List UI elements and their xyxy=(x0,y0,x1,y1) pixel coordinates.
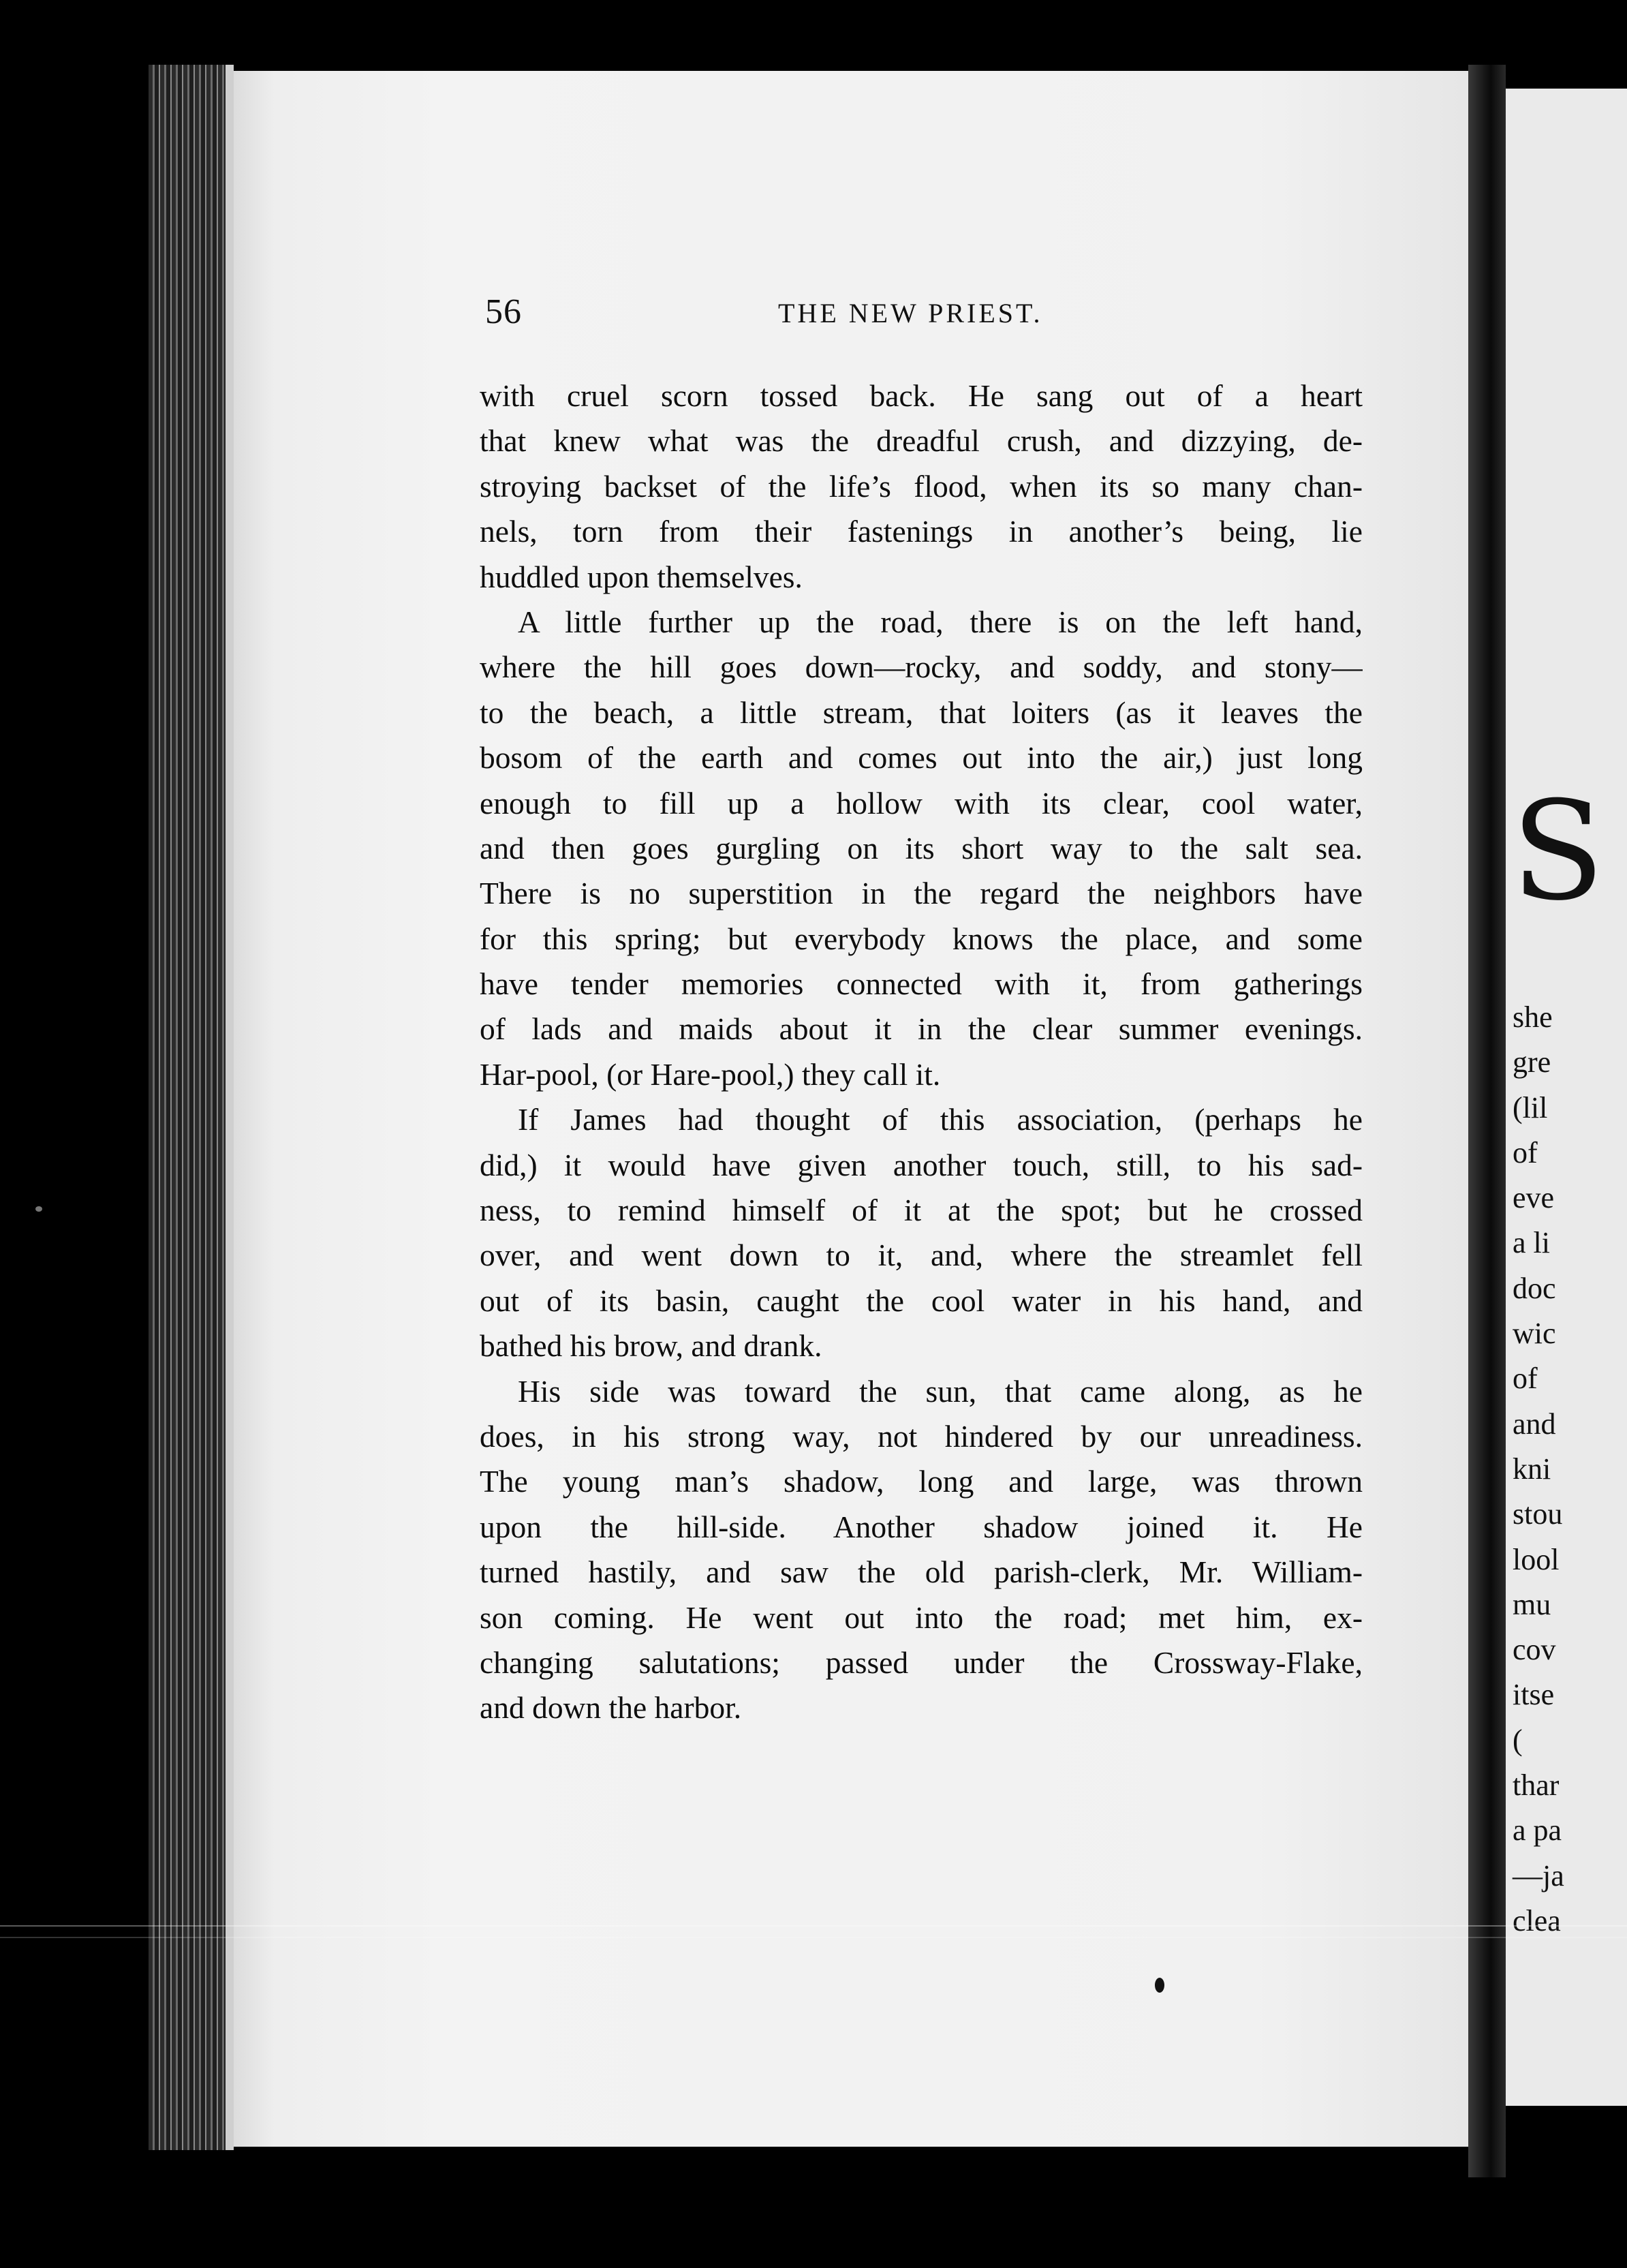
facing-page xyxy=(1506,89,1627,2106)
text-line: bathed his brow, and drank. xyxy=(480,1328,822,1364)
text-line: over, and went down to it, and, where the streamlet fell xyxy=(480,1238,1363,1273)
text-line: nels, torn from their fastenings in another’s being, lie xyxy=(480,514,1363,549)
facing-page-fragments xyxy=(1513,995,1564,1944)
text-line: and down the harbor. xyxy=(480,1690,742,1726)
facing-page-line-fragment: and xyxy=(1513,1407,1556,1441)
scan-artifact-line xyxy=(0,1925,1627,1927)
facing-page-line-fragment: cov xyxy=(1513,1633,1556,1667)
facing-page-line-fragment: kni xyxy=(1513,1452,1551,1486)
facing-page-line-fragment: clea xyxy=(1513,1903,1561,1937)
facing-page-line-fragment: lool xyxy=(1513,1542,1560,1576)
running-title: THE NEW PRIEST. xyxy=(778,298,1043,328)
ink-spot xyxy=(1155,1978,1164,1993)
text-line: There is no superstition in the regard the neighbors have xyxy=(480,876,1363,911)
facing-page-line-fragment: doc xyxy=(1513,1271,1556,1305)
text-line: with cruel scorn tossed back. He sang out of a heart xyxy=(480,378,1363,413)
text-line: where the hill goes down—rocky, and soddy, and stony— xyxy=(480,649,1363,685)
book-page-edges xyxy=(149,65,234,2150)
text-line: of lads and maids about it in the clear summer evenings. xyxy=(480,1011,1363,1047)
facing-page-line-fragment: of xyxy=(1513,1135,1538,1169)
facing-page-line-fragment: (lil xyxy=(1513,1090,1548,1124)
text-line: turned hastily, and saw the old parish-clerk, Mr. William- xyxy=(480,1554,1363,1590)
facing-page-line-fragment: ( xyxy=(1513,1723,1523,1757)
text-line: does, in his strong way, not hindered by our unreadiness. xyxy=(480,1418,1363,1454)
facing-page-line-fragment: a pa xyxy=(1513,1813,1562,1848)
facing-page-line-fragment: a li xyxy=(1513,1226,1550,1260)
text-line: If James had thought of this association, (perhaps he xyxy=(518,1102,1363,1137)
text-line: bosom of the earth and comes out into the air,) just long xyxy=(480,740,1363,776)
facing-page-drop-cap: S xyxy=(1511,772,1605,931)
scan-artifact-line xyxy=(0,1937,1627,1938)
facing-page-line-fragment: wic xyxy=(1513,1317,1556,1351)
text-line: have tender memories connected with it, from gatherings xyxy=(480,966,1363,1002)
text-line: The young man’s shadow, long and large, was thrown xyxy=(480,1464,1363,1499)
text-line: upon the hill-side. Another shadow joined it. He xyxy=(480,1509,1363,1544)
text-line: son coming. He went out into the road; met him, ex- xyxy=(480,1599,1363,1635)
text-line: stroying backset of the life’s flood, when its so many chan- xyxy=(480,468,1363,504)
text-line: A little further up the road, there is on the left hand, xyxy=(518,604,1363,639)
text-line: huddled upon themselves. xyxy=(480,559,803,594)
text-line: for this spring; but everybody knows the place, and some xyxy=(480,921,1363,956)
facing-page-line-fragment: thar xyxy=(1513,1768,1560,1803)
facing-page-line-fragment: she xyxy=(1513,1000,1553,1034)
text-line: did,) it would have given another touch, still, to his sad- xyxy=(480,1147,1363,1182)
page-number: 56 xyxy=(485,292,522,331)
text-line: His side was toward the sun, that came along, as he xyxy=(518,1373,1363,1409)
text-line: Har-pool, (or Hare-pool,) they call it. xyxy=(480,1056,941,1092)
facing-page-line-fragment: of xyxy=(1513,1362,1538,1396)
book-gutter xyxy=(1468,65,1506,2177)
text-line: that knew what was the dreadful crush, and dizzying, de- xyxy=(480,423,1363,459)
facing-page-line-fragment: gre xyxy=(1513,1045,1551,1079)
facing-page-line-fragment: stou xyxy=(1513,1497,1563,1531)
running-head xyxy=(485,292,1371,346)
text-line: and then goes gurgling on its short way to the salt sea. xyxy=(480,830,1363,865)
text-line: to the beach, a little stream, that loiters (as it leaves the xyxy=(480,694,1363,730)
body-text xyxy=(480,373,1363,1731)
facing-page-line-fragment: mu xyxy=(1513,1587,1551,1621)
text-line: out of its basin, caught the cool water in his hand, and xyxy=(480,1283,1363,1318)
facing-page-line-fragment: —ja xyxy=(1513,1858,1564,1892)
text-line: ness, to remind himself of it at the spot; but he crossed xyxy=(480,1193,1363,1228)
text-line: enough to fill up a hollow with its clear, cool water, xyxy=(480,785,1363,821)
facing-page-line-fragment: eve xyxy=(1513,1181,1555,1215)
scan-speck xyxy=(35,1206,42,1212)
text-line: changing salutations; passed under the Crossway-Flake, xyxy=(480,1644,1363,1680)
facing-page-line-fragment: itse xyxy=(1513,1678,1555,1712)
